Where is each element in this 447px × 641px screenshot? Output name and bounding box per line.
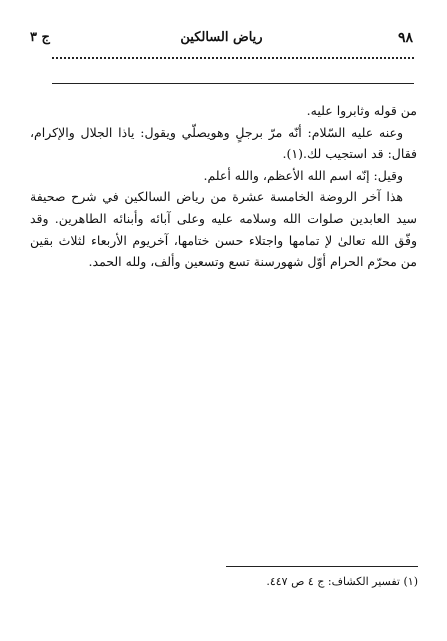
page-number: ٩٨ — [397, 30, 413, 46]
paragraph-2: وعنه عليه السّلام: أنّه مرّ برجلٍ وهويصلّي ويقول: ياذا الجلال والإكرام، فقال: قد استجيب لك.(١). — [30, 124, 417, 162]
body-text — [30, 100, 417, 273]
header-rule — [52, 83, 414, 84]
volume-label: ج ٣ — [30, 30, 50, 45]
page-header — [30, 30, 413, 50]
footnote-rule — [226, 566, 418, 567]
footnote: (١) تفسير الكشاف: ج ٤ ص ٤٤٧. — [266, 575, 418, 588]
running-title: رياض السالكين — [180, 30, 263, 45]
paragraph-1: من قوله وثابروا عليه. — [306, 103, 417, 118]
paragraph-3: وقيل: إنّه اسم الله الأعظم، والله أعلم. — [203, 167, 403, 183]
dotted-separator — [52, 57, 414, 59]
paragraph-4: هذا آخر الروضة الخامسة عشرة من رياض السالكين في شرح صحيفة سيد العابدين صلوات الله وسلامه عليه وعلى آبائه وأبنائه الطاهرين. وقد وفّق الله تعالىٰ لإ تمامها واجتلاء حسن ختامها، آخريوم الأربعاء لثلاث بقين من محرّم الحرام أوّل شهورسنة تسع وتسعين وألف، ولله الحمد. — [30, 189, 417, 270]
